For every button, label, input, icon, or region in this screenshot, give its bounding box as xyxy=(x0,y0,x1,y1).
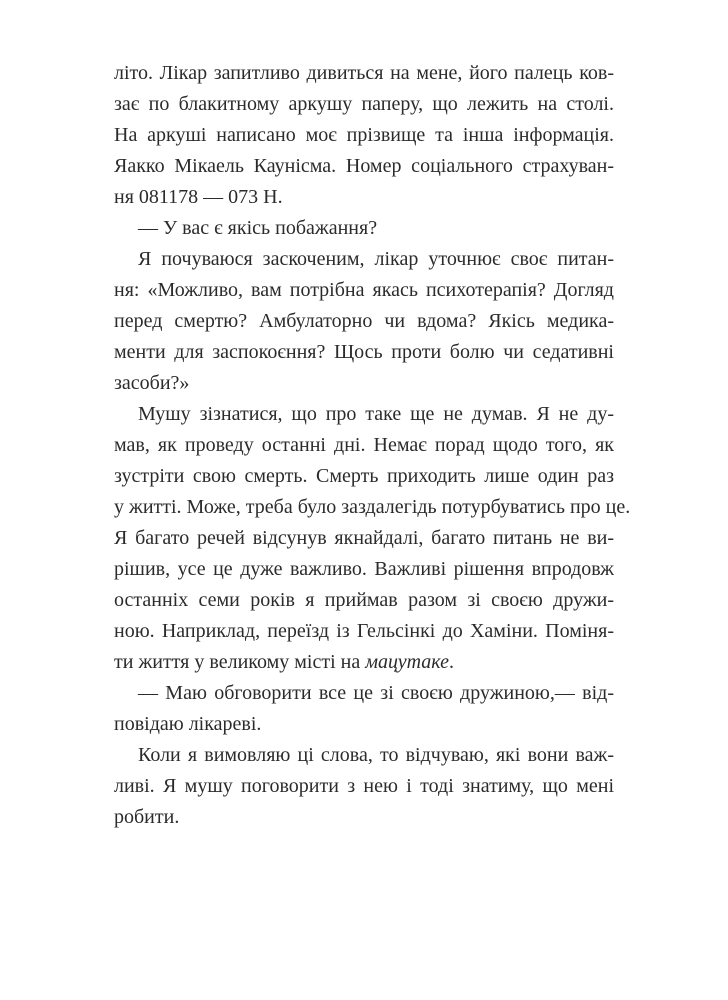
paragraph xyxy=(114,399,631,678)
text-line: повідаю лікареві. xyxy=(114,713,262,735)
text-line: Мушу зізнатися, що про таке ще не думав. Я не ду- xyxy=(138,403,614,425)
dialogue-line: — У вас є якісь побажання? xyxy=(138,217,378,239)
punctuation: . xyxy=(449,651,455,673)
text-line: рішив, усе це дуже важливо. Важливі рішення впродовж xyxy=(114,558,614,580)
text-line: мав, як проведу останні дні. Немає порад щодо того, як xyxy=(114,434,614,456)
text-line: Яакко Мікаель Каунісма. Номер соціального страхуван- xyxy=(114,155,614,177)
paragraph xyxy=(114,740,614,833)
text-line: зає по блакитному аркушу паперу, що лежить на столі. xyxy=(114,93,614,115)
text-line: робити. xyxy=(114,806,180,828)
text-line: Я багато речей відсунув якнайдалі, багато питань не ви- xyxy=(114,527,614,549)
text-line: перед смертю? Амбулаторно чи вдома? Якісь медика- xyxy=(114,310,614,332)
paragraph xyxy=(114,213,614,244)
paragraph xyxy=(114,678,614,740)
text-line: ливі. Я мушу поговорити з нею і тоді знатиму, що мені xyxy=(114,775,614,797)
text-line: ною. Наприклад, переїзд із Гельсінкі до Хаміни. Поміня- xyxy=(114,620,614,642)
paragraph xyxy=(114,244,614,399)
italic-word: мацутаке xyxy=(365,651,450,673)
text-line: На аркуші написано моє прізвище та інша інформація. xyxy=(114,124,614,146)
book-page xyxy=(114,58,631,833)
text-line: останніх семи років я приймав разом зі своєю дружи- xyxy=(114,589,614,611)
text-line: Я почуваюся заскоченим, лікар уточнює своє питан- xyxy=(138,248,614,270)
text-line: засоби?» xyxy=(114,372,190,394)
text-line: ня 081178 — 073 Н. xyxy=(114,186,283,208)
paragraph xyxy=(114,58,614,213)
text-line: зустріти свою смерть. Смерть приходить лише один раз xyxy=(114,465,614,487)
dialogue-line: — Маю обговорити все це зі своєю дружиною,— від- xyxy=(138,682,614,704)
text-line: у житті. Може, треба було заздалегідь потурбуватись про це. xyxy=(114,496,631,518)
text-line: менти для заспокоєння? Щось проти болю чи седативні xyxy=(114,341,614,363)
text-line: літо. Лікар запитливо дивиться на мене, його палець ков- xyxy=(114,62,614,84)
text-line xyxy=(114,647,614,678)
text-line-start: ти життя у великому місті на xyxy=(114,651,366,673)
text-line: Коли я вимовляю ці слова, то відчуваю, які вони важ- xyxy=(138,744,614,766)
text-line: ня: «Можливо, вам потрібна якась психотерапія? Догляд xyxy=(114,279,614,301)
